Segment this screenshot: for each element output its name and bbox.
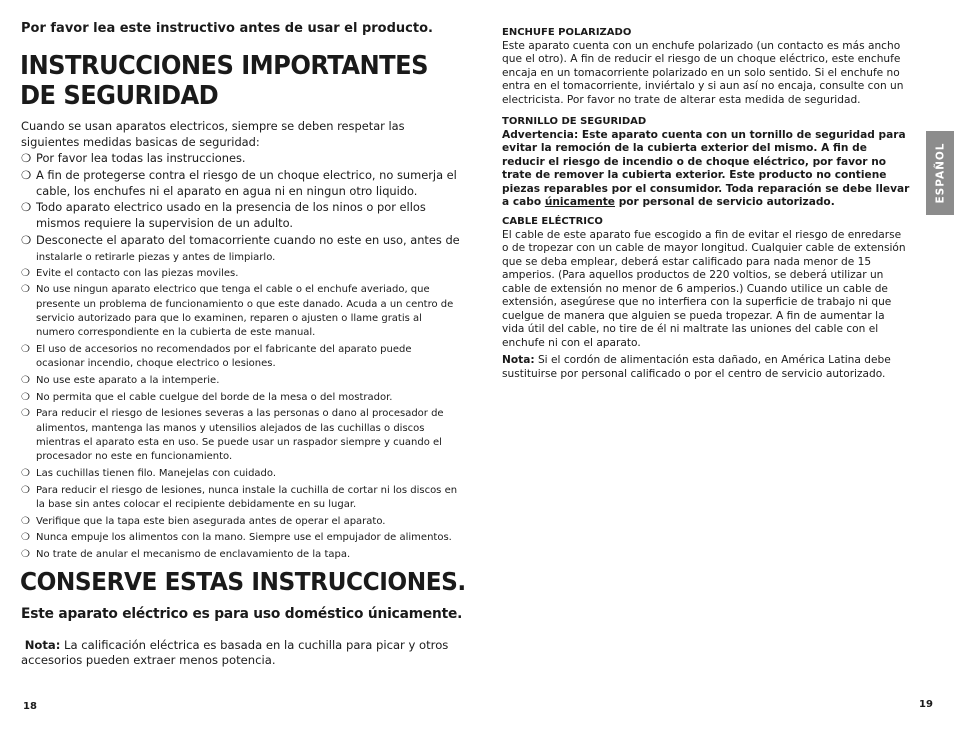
section-text: El cable de este aparato fue escogido a fin de evitar el riesgo de enredarse o de tropezar con un cable de mayor longitud. Cualquier cable de extensión que se deba emplear, deberá estar calificado para nada menor de 15 amperios. (Para aquellos productos de 220 voltios, se deberá utilizar un cable de extensión no menor de 6 amperios.) Cuando utilice un cable de extensión, asegúrese que no interfiera con la superficie de trabajo ni que cuelgue de manera que alguien se pueda tropezar. A fin de aumentar la vida útil del cable, no tire de él ni maltrate las uniones del cable con el enchufe ni con el aparato. [502, 228, 906, 349]
bullet-circle-icon: ❍ [21, 232, 32, 247]
lead-paragraph: Cuando se usan aparatos electricos, siempre se deben respetar las siguientes medidas basicas de seguridad: [21, 119, 405, 149]
language-tab-label: ESPAÑOL [934, 142, 946, 204]
section-text: Este aparato cuenta con un enchufe polarizado (un contacto es más ancho que el otro). A fin de reducir el riesgo de un choque eléctrico, este enchufe encaja en un tomacorriente polarizado en un solo sentido. Si el enchufe no entra en el tomacorriente, inviértalo y si aun así no encaja, consulte con un electricista. Por favor no trate de alterar esta medida de seguridad. [502, 39, 904, 106]
section-text: Advertencia: Este aparato cuenta con un tornillo de seguridad para evitar la remoción de la cubierta exterior del mismo. A fin de reducir el riesgo de incendio o de choque eléctrico, por favor no trate de remover la cubierta exterior. Este producto no contiene piezas reparables por el consumidor. Toda reparación se debe llevar a cabo únicamente por personal de servicio autorizado. [502, 128, 910, 208]
section-title: TORNILLO DE SEGURIDAD [502, 116, 647, 127]
list-item: ❍ Verifique que la tapa este bien asegurada antes de operar el aparato. [21, 515, 461, 529]
language-tab [926, 131, 954, 215]
section-power-cord [502, 215, 910, 350]
bullet-circle-icon: ❍ [21, 408, 30, 420]
list-item: ❍ El uso de accesorios no recomendados por el fabricante del aparato puede ocasionar incendio, choque electrico o lesiones. [21, 344, 412, 370]
list-item: ❍ Todo aparato electrico usado en la presencia de los ninos o por ellos mismos requiere la supervision de un adulto. [21, 200, 426, 231]
list-item: ❍ Para reducir el riesgo de lesiones severas a las personas o dano al procesador de alimentos, mantenga las manos y utensilios alejados de las cuchillas o discos mientras el aparato esta en uso. Se puede usar un raspador siempre y cuando el procesador no este en funcionamiento. [21, 408, 444, 463]
bullet-circle-icon: ❍ [21, 532, 30, 544]
bullet-circle-icon: ❍ [21, 200, 32, 215]
bullet-circle-icon: ❍ [21, 484, 30, 496]
list-item: ❍ Evite el contacto con las piezas moviles. [21, 267, 461, 281]
safety-heading-line2: DE SEGURIDAD [20, 81, 219, 111]
list-item: ❍ A fin de protegerse contra el riesgo de un choque electrico, no sumerja el cable, los enchufes ni el aparato en agua ni en ningun otro liquido. [21, 167, 457, 198]
safety-heading-line1: INSTRUCCIONES IMPORTANTES [20, 51, 428, 81]
note-label: Nota: [502, 354, 535, 366]
note-text: Si el cordón de alimentación esta dañado, en América Latina debe sustituirse por personal calificado o por el centro de servicio autorizado. [502, 354, 891, 380]
list-item: ❍ No use este aparato a la intemperie. [21, 374, 461, 388]
rating-note [21, 638, 461, 668]
bullet-circle-icon: ❍ [21, 375, 30, 387]
list-item: ❍ Nunca empuje los alimentos con la mano. Siempre use el empujador de alimentos. [21, 531, 461, 545]
household-use-subheading: Este aparato eléctrico es para uso doméstico únicamente. [21, 606, 463, 622]
list-item: ❍ Para reducir el riesgo de lesiones, nunca instale la cuchilla de cortar ni los discos en la base sin antes colocar el recipiente debidamente en su lugar. [21, 484, 458, 510]
bullet-circle-icon: ❍ [21, 467, 30, 479]
note-text: La calificación eléctrica es basada en la cuchilla para picar y otros accesorios pueden extraer menos potencia. [21, 638, 449, 667]
list-item: ❍ Desconecte el aparato del tomacorriente cuando no este en uso, antes de instalarle o retirarle piezas y antes de limpiarlo. [21, 232, 460, 263]
bullet-circle-icon: ❍ [21, 391, 30, 403]
page-number-left: 18 [23, 701, 37, 712]
bullet-circle-icon: ❍ [21, 284, 30, 296]
section-polarized-plug [502, 26, 910, 107]
bullet-circle-icon: ❍ [21, 267, 30, 279]
section-title: CABLE ELÉCTRICO [502, 216, 603, 227]
cord-note [502, 354, 910, 381]
bullet-circle-icon: ❍ [21, 515, 30, 527]
conserve-heading: CONSERVE ESTAS INSTRUCCIONES. [20, 567, 466, 596]
bullet-circle-icon: ❍ [21, 344, 30, 356]
list-item: ❍ No trate de anular el mecanismo de enclavamiento de la tapa. [21, 548, 461, 562]
bullet-circle-icon: ❍ [21, 549, 30, 561]
safety-heading [20, 51, 429, 111]
list-item: ❍ No permita que el cable cuelgue del borde de la mesa o del mostrador. [21, 391, 461, 405]
bullet-circle-icon: ❍ [21, 167, 32, 182]
list-item: ❍ No use ningun aparato electrico que tenga el cable o el enchufe averiado, que presente un problema de funcionamiento o que este danado. Acuda a un centro de servicio autorizado para que lo examinen, reparen o ajusten o llame gratis al numero correspondiente en la cubierta de este manual. [21, 284, 454, 339]
list-item: ❍ Las cuchillas tienen filo. Manejelas con cuidado. [21, 467, 461, 481]
intro-notice: Por favor lea este instructivo antes de usar el producto. [21, 21, 433, 36]
list-item: ❍ Por favor lea todas las instrucciones. [21, 151, 246, 165]
underlined-word: únicamente [544, 196, 615, 208]
page-number-right: 19 [919, 699, 933, 710]
section-title: ENCHUFE POLARIZADO [502, 27, 632, 38]
section-safety-screw [502, 115, 910, 210]
safety-list [21, 151, 461, 565]
bullet-circle-icon: ❍ [21, 151, 32, 165]
note-label: Nota: [24, 638, 61, 652]
